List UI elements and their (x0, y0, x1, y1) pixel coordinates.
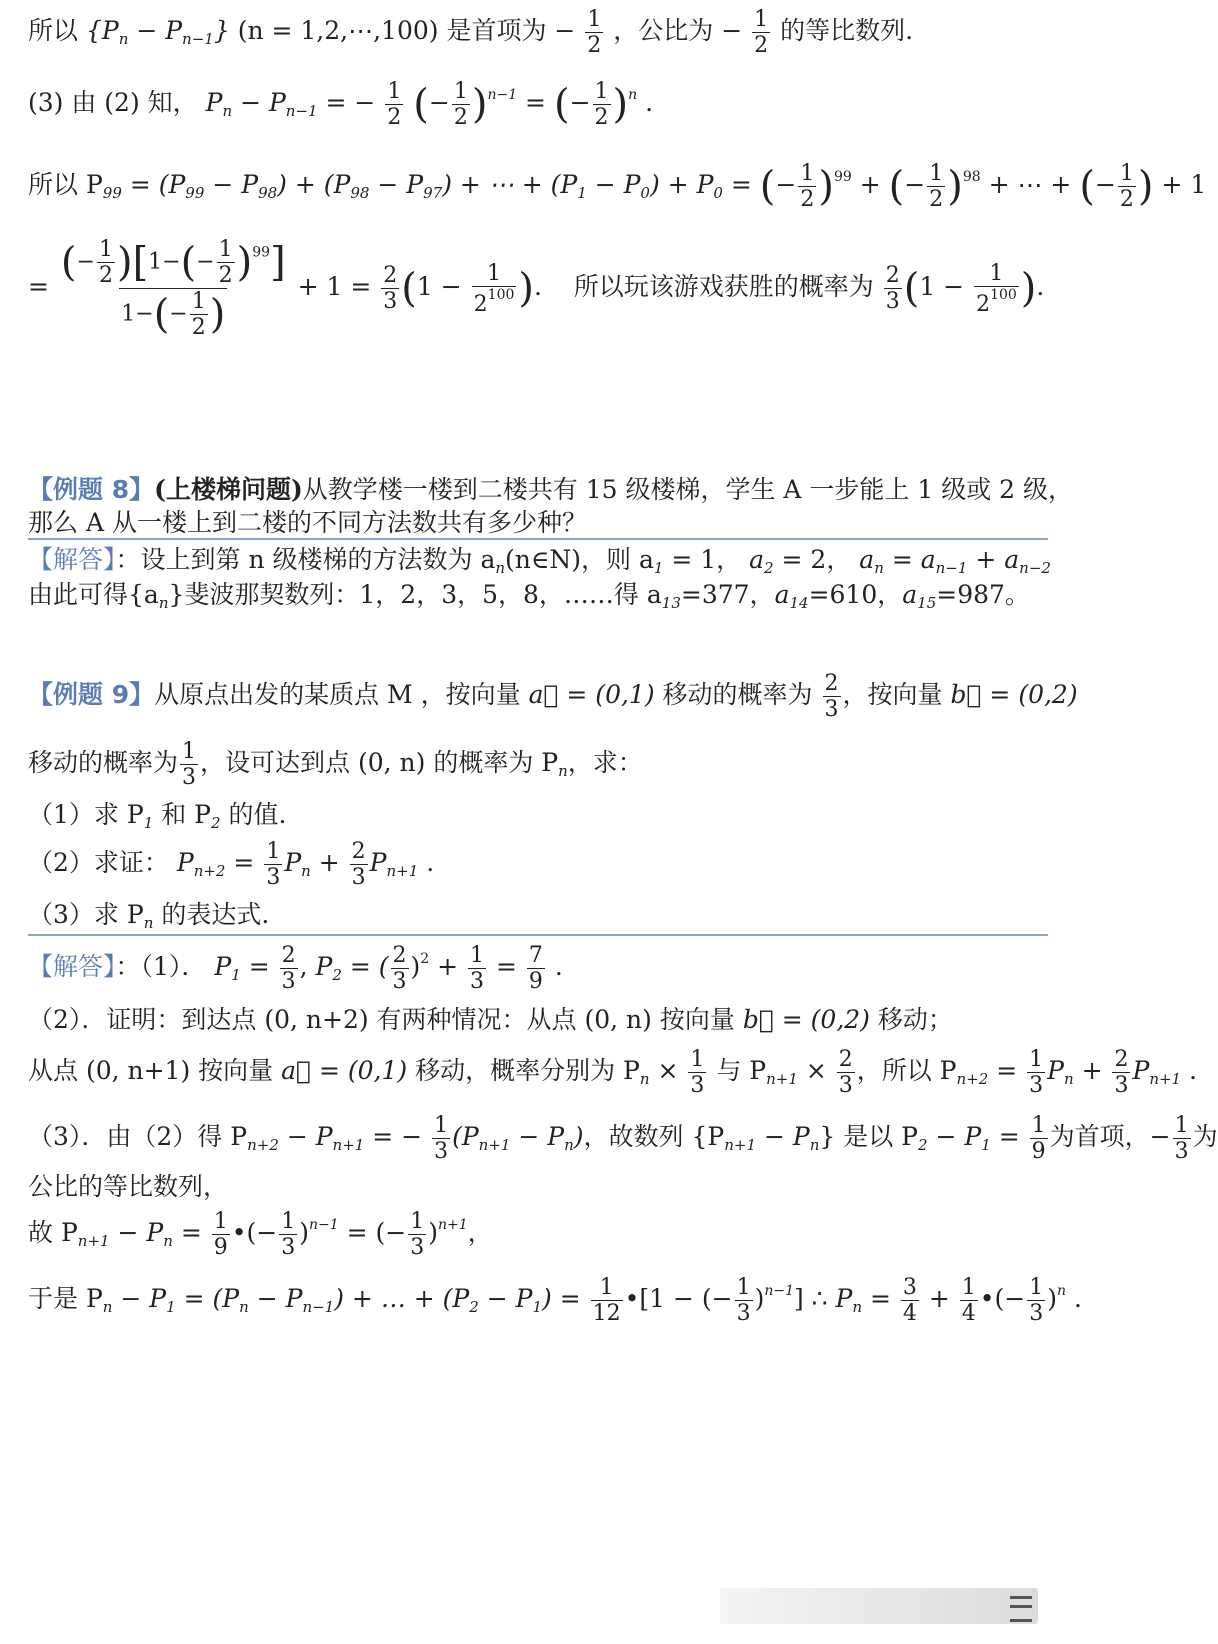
result-value: 610 (829, 580, 878, 609)
answer-text: 故 P (28, 1218, 78, 1248)
answer-text: （2）．证明：到达点 (0, n+2) 有两种情况：从点 (0, n) 按向量 (28, 1005, 735, 1034)
line-1-prefix: 所以 (28, 16, 79, 46)
math-expr: = $(P_{99} - P_{98}) + (P_{98} - P_{97})$ + ⋯ + $(P_1 - P_0) + P_0$ = (129, 170, 752, 203)
example8-question-text2: 那么 A 从一楼上到二楼的不同方法数共有多少种？ (28, 508, 587, 537)
line-4: = (− $\frac{1}{2}$ )[1−(− $\frac{1}{2}$ )$^{99}$] 1−(− $\frac{1}{2}$ ) + 1 = $\frac{2}{3}$ (1 − $\frac{1}{2^{100}}$ ). 所以玩该游戏获胜的概率为 $\frac{2}{3}$ (1 − $\frac{1}{2^{100}}$ ). (28, 237, 1045, 341)
fraction-one-over-2-100: $\frac{1}{2^{100}}$ (473, 260, 515, 317)
example8-question-line2 (28, 508, 1052, 538)
example9-answer-3: 从点 (0, n+1) 按向量 a⃗ = (0,1) 移动，概率分别为 $P_n$ × $\frac{1}{3}$ 与 $P_{n+1}$ × $\frac{2}{3}$ ，所以 $P_{n+2}$ = $\frac{1}{3}$ $P_n$ + $\frac{2}{3}$ $P_{n+1}$ . (28, 1047, 1197, 1099)
paren-close: ) (471, 81, 488, 128)
fraction-one-third: $\frac{1}{3}$ (736, 1275, 751, 1327)
fraction-half: $\frac{1}{2}$ (453, 79, 468, 131)
menu-icon (1010, 1596, 1032, 1622)
answer-text: （3）．由（2）得 P (28, 1122, 248, 1152)
example9-tag: 【例题 9】 (28, 680, 155, 710)
answer-text: 公比的等比数列， (28, 1172, 229, 1201)
fraction-one-third: $\frac{1}{3}$ (1029, 1275, 1044, 1327)
fraction-two-thirds: $\frac{2}{3}$ (383, 263, 398, 315)
fraction-half: $\frac{1}{2}$ (1119, 161, 1134, 213)
example9-answer-5 (28, 1172, 1052, 1202)
example9-q2: （2）求证： $P_{n+2}$ = $\frac{1}{3}$ $P_n$ + $\frac{2}{3}$ $P_{n+1}$ . (28, 839, 435, 891)
divider (28, 538, 1048, 540)
example8-question-line1 (28, 475, 1074, 505)
vector-a: a⃗ = (0,1) (528, 680, 655, 710)
question-text: （2）求证： (28, 848, 169, 878)
fraction-one-ninth: $\frac{1}{9}$ (1031, 1113, 1046, 1165)
fraction-half: $\frac{1}{2}$ (800, 161, 815, 213)
example9-q3: （3）求 $P_n$ 的表达式. (28, 900, 270, 932)
answer-text: ：设上到第 n 级楼梯的方法数为 a (115, 545, 496, 574)
fraction-seven-ninths: $\frac{7}{9}$ (528, 943, 543, 995)
example9-q1: （1）求 $P_1$ 和 $P_2$ 的值. (28, 800, 287, 832)
result-value: 987 (957, 580, 1005, 609)
fraction-one-third: $\frac{1}{3}$ (182, 739, 197, 791)
question-text: （1）求 P (28, 800, 144, 829)
question-text: ，求： (567, 748, 643, 778)
line-1 (28, 8, 1052, 57)
example9-answer-1: 【解答】：（1）． $P_1$ = $\frac{2}{3}$ , $P_2$ = ( $\frac{2}{3}$ )$^2$ + $\frac{1}{3}$ = $\frac{7}{9}$ . (28, 943, 563, 995)
answer-text: 移动； (877, 1005, 953, 1034)
fraction-one-third: $\frac{1}{3}$ (281, 1209, 296, 1261)
fraction-one-third: $\frac{1}{3}$ (434, 1113, 449, 1165)
fraction-two-thirds: $\frac{2}{3}$ (838, 1047, 853, 1099)
paren-open: ( (413, 81, 429, 128)
example8-question-text1: 从教学楼一楼到二楼共有 15 级楼梯，学生 A 一步能上 1 级或 2 级， (302, 475, 1074, 504)
question-text: 的值. (228, 800, 287, 829)
line-1-mid: ，公比为 − (613, 16, 743, 46)
example8-answer-line2: 由此可得$\{a_n\}$斐波那契数列：1，2，3，5，8，……得 $a_{13}=377$，$a_{14}=610$，$a_{15}=987$。 (28, 580, 1030, 612)
answer-text: } 是以 P (819, 1122, 918, 1152)
answer-text: }斐波那契数列：1，2，3，5，8，……得 a (168, 580, 662, 609)
example9-question-line2: 移动的概率为 $\frac{1}{3}$ ，设可达到点 (0, n) 的概率为 $P_n$，求： (28, 739, 643, 791)
line-2-label: (3) 由 (2) 知， (28, 88, 198, 118)
answer-tag: 【解答】 (28, 545, 116, 574)
answer-text: 为首项，− (1049, 1122, 1171, 1152)
fraction-one-third: $\frac{1}{3}$ (1029, 1047, 1044, 1099)
fraction-two-thirds: $\frac{2}{3}$ (281, 943, 296, 995)
answer-text: 为 (1192, 1122, 1218, 1152)
answer-text: 于是 P (28, 1284, 103, 1314)
fraction-half: $\frac{1}{2}$ (594, 79, 609, 131)
vector-b: b⃗ = (0,2) (742, 1005, 870, 1034)
fraction-two-thirds: $\frac{2}{3}$ (824, 671, 839, 723)
question-text: ，按向量 (842, 680, 943, 710)
line-1-end: 的等比数列. (780, 16, 914, 46)
fraction-one-over-2-100: $\frac{1}{2^{100}}$ (976, 260, 1017, 317)
example9-answer-4: （3）．由（2）得 $P_{n+2} - P_{n+1}$ = − $\frac{1}{3}$ $(P_{n+1} - P_n)$，故数列 $\{P_{n+1} - P_n\}$ 是以 $P_2 - P_1$ = $\frac{1}{9}$ 为首项，− $\frac{1}{3}$ 为 (28, 1113, 1218, 1165)
question-text: 和 P (161, 800, 211, 829)
big-fraction: (− $\frac{1}{2}$ )[1−(− $\frac{1}{2}$ )$^{99}$] 1−(− $\frac{1}{2}$ ) (60, 237, 286, 341)
question-text: （3）求 P (28, 900, 144, 929)
question-text: ，设可达到点 (0, n) 的概率为 P (200, 748, 559, 778)
vector-a: a⃗ = (0,1) (281, 1056, 408, 1086)
watermark-bar (720, 1588, 1038, 1624)
answer-text: (n∈N)，则 a (505, 545, 654, 574)
fraction-half: $\frac{1}{2}$ (754, 7, 769, 59)
fraction-half: $\frac{1}{2}$ (929, 161, 944, 213)
answer-tag: 【解答】 (28, 952, 116, 982)
answer-text: 由此可得{a (28, 580, 159, 609)
math-expr: $P_n - P_{n-1}$ = − (205, 88, 376, 121)
example8-title: (上楼梯问题) (154, 475, 303, 504)
fraction-two-thirds: $\frac{2}{3}$ (1114, 1047, 1129, 1099)
answer-text: ，所以 P (856, 1056, 957, 1086)
example8-tag: 【例题 8】 (28, 475, 155, 504)
question-text: 从原点出发的某质点 M ，按向量 (154, 680, 521, 710)
seq-label: $\{P_n - P_{n-1}\}$ (85, 16, 230, 49)
line-3-prefix: 所以 P (28, 170, 103, 200)
example9-answer-2 (28, 1005, 1052, 1035)
fraction-half: $\frac{1}{2}$ (387, 79, 402, 131)
fraction-three-quarters: $\frac{3}{4}$ (902, 1275, 917, 1327)
example9-question-line1 (28, 671, 1078, 723)
fraction-one-twelfth: $\frac{1}{12}$ (592, 1275, 621, 1327)
divider (28, 934, 1048, 936)
answer-text: ：（1）． (115, 952, 207, 982)
line-4-text: 所以玩该游戏获胜的概率为 (573, 272, 874, 302)
question-text: 移动的概率为 (28, 748, 179, 778)
answer-text: 移动，概率分别为 P (415, 1056, 640, 1086)
fraction-two-thirds: $\frac{2}{3}$ (351, 839, 366, 891)
paren-open: ( (553, 81, 570, 128)
example8-answer-line1: 【解答】：设上到第 n 级楼梯的方法数为 $a_n(n\in N)$，则 $a_1 = 1$， $a_2 = 2$， $a_n = a_{n-1} + a_{n-2}$ (28, 545, 1051, 577)
fraction-two-thirds: $\frac{2}{3}$ (885, 263, 900, 315)
answer-text: 从点 (0, n+1) 按向量 (28, 1056, 274, 1086)
example9-answer-7: 于是 $P_n - P_1 = (P_n - P_{n-1})$ + … + $(P_2 - P_1)$ = $\frac{1}{12}$ •[1 − (− $\frac{1}{3}$ )$^{n-1}$] ∴ $P_n$ = $\frac{3}{4}$ + $\frac{1}{4}$ •(− $\frac{1}{3}$ )$^n$ . (28, 1275, 1082, 1327)
fraction-one-third: $\frac{1}{3}$ (470, 943, 485, 995)
line-1-range: (n = 1,2,⋯,100) 是首项为 − (237, 16, 576, 46)
fraction-half: $\frac{1}{2}$ (587, 7, 602, 59)
line-2: (3) 由 (2) 知， $P_n - P_{n-1}$ = − $\frac{1}{2}$ (− $\frac{1}{2}$ )$^{n-1}$ = (− $\frac{1}{2}$ )$^n$ . (28, 79, 654, 131)
result-value: 377 (701, 580, 750, 609)
fraction-two-thirds: $\frac{2}{3}$ (392, 943, 407, 995)
vector-b: b⃗ = (0,2) (950, 680, 1078, 710)
example9-answer-6: 故 $P_{n+1} - P_n$ = $\frac{1}{9}$ •(− $\frac{1}{3}$ )$^{n-1}$ = (− $\frac{1}{3}$ )$^{n+1}$， (28, 1209, 493, 1261)
fraction-one-third: $\frac{1}{3}$ (266, 839, 281, 891)
fraction-one-quarter: $\frac{1}{4}$ (961, 1275, 976, 1327)
answer-text: ，故数列 {P (583, 1122, 725, 1152)
fraction-one-third: $\frac{1}{3}$ (410, 1209, 425, 1261)
question-text: 的表达式. (161, 900, 270, 929)
line-3: 所以 $P_{99} = (P_{99} - P_{98}) + (P_{98} - P_{97})$ + ⋯ + $(P_1 - P_0) + P_0$ = (− $\frac{1}{2}$ )$^{99}$ + (− $\frac{1}{2}$ )$^{98}$ + ⋯ + (− $\frac{1}{2}$ ) + 1 (28, 161, 1207, 213)
fraction-one-ninth: $\frac{1}{9}$ (213, 1209, 228, 1261)
fraction-one-third: $\frac{1}{3}$ (1174, 1113, 1189, 1165)
answer-text: 与 P (716, 1056, 767, 1086)
paren-close: ) (612, 81, 629, 128)
fraction-one-third: $\frac{1}{3}$ (690, 1047, 705, 1099)
question-text: 移动的概率为 (662, 680, 813, 710)
